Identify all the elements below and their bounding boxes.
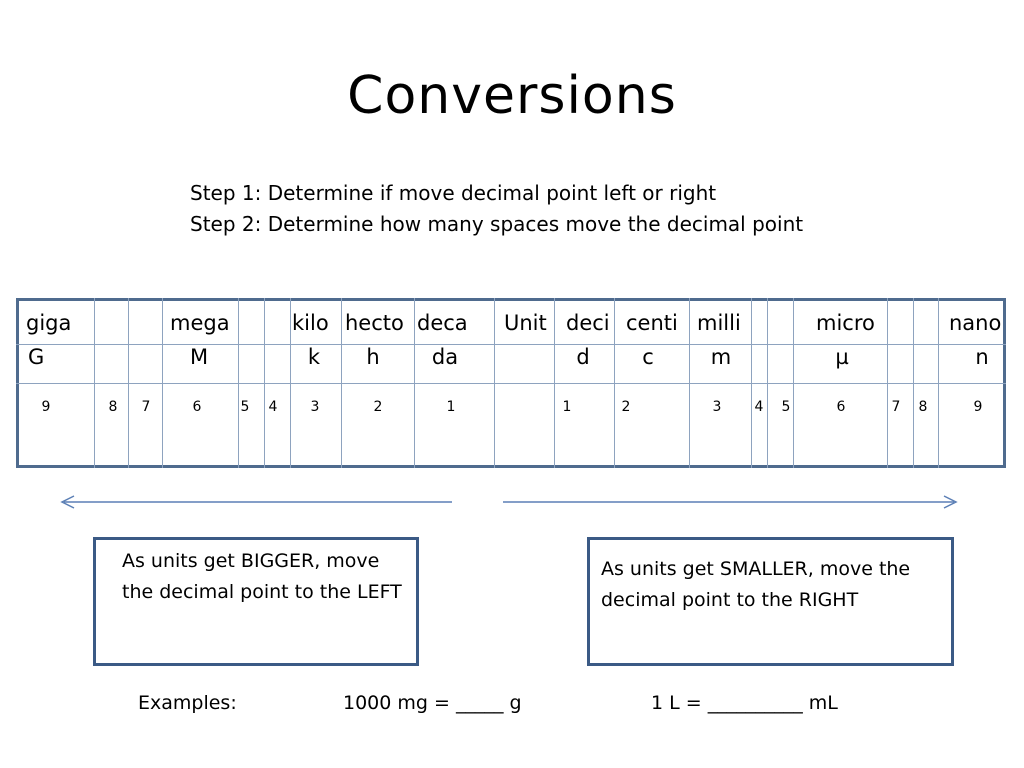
table-column-line xyxy=(793,298,794,468)
step-count: 2 xyxy=(373,399,383,415)
table-column-line xyxy=(767,298,768,468)
step-count: 6 xyxy=(192,399,202,415)
table-column-line xyxy=(128,298,129,468)
step-count: 2 xyxy=(621,399,631,415)
table-column-line xyxy=(494,298,495,468)
step-count: 9 xyxy=(41,399,51,415)
prefix-milli: milli xyxy=(697,311,741,335)
bigger-units-text: As units get BIGGER, move the decimal point to the LEFT xyxy=(122,550,402,603)
step-count: 7 xyxy=(141,399,151,415)
table-column-line xyxy=(689,298,690,468)
table-divider xyxy=(16,383,1006,384)
step-2: Step 2: Determine how many spaces move the decimal point xyxy=(190,212,804,236)
prefix-mega: mega xyxy=(170,311,230,335)
prefix-hecto: hecto xyxy=(345,311,404,335)
prefix-kilo: kilo xyxy=(292,311,329,335)
example-1: 1000 mg = _____ g xyxy=(343,692,522,714)
table-column-line xyxy=(751,298,752,468)
step-count: 1 xyxy=(446,399,456,415)
step-count: 5 xyxy=(240,399,250,415)
prefix-nano: nano xyxy=(949,311,1002,335)
symbol-giga: G xyxy=(28,345,45,369)
table-column-line xyxy=(887,298,888,468)
step-count: 4 xyxy=(268,399,278,415)
symbol-nano: n xyxy=(975,345,989,369)
table-column-line xyxy=(238,298,239,468)
step-1: Step 1: Determine if move decimal point left or right xyxy=(190,181,717,205)
prefix-deca: deca xyxy=(417,311,468,335)
table-column-line xyxy=(614,298,615,468)
prefix-giga: giga xyxy=(26,311,72,335)
symbol-micro: µ xyxy=(835,345,849,369)
prefix-micro: micro xyxy=(816,311,875,335)
prefix-unit: Unit xyxy=(504,311,547,335)
table-column-line xyxy=(94,298,95,468)
examples-label: Examples: xyxy=(138,692,237,714)
prefix-deci: deci xyxy=(566,311,610,335)
left-arrow-icon xyxy=(62,496,452,508)
bigger-units-box xyxy=(93,537,419,666)
table-divider xyxy=(16,344,1006,345)
smaller-units-box xyxy=(587,537,954,666)
prefix-centi: centi xyxy=(626,311,678,335)
symbol-kilo: k xyxy=(307,345,321,369)
table-column-line xyxy=(264,298,265,468)
table-column-line xyxy=(938,298,939,468)
table-column-line xyxy=(554,298,555,468)
symbol-hecto: h xyxy=(366,345,380,369)
step-count: 9 xyxy=(973,399,983,415)
steps-list xyxy=(190,178,803,240)
step-count: 4 xyxy=(754,399,764,415)
step-count: 6 xyxy=(836,399,846,415)
step-count: 8 xyxy=(108,399,118,415)
symbol-mega: M xyxy=(189,345,209,369)
symbol-milli: m xyxy=(710,345,732,369)
step-count: 3 xyxy=(712,399,722,415)
step-count: 7 xyxy=(891,399,901,415)
step-count: 5 xyxy=(781,399,791,415)
smaller-units-text: As units get SMALLER, move the decimal point to the RIGHT xyxy=(601,558,911,611)
symbol-deca: da xyxy=(431,345,459,369)
right-arrow-icon xyxy=(503,496,956,508)
direction-arrows xyxy=(0,488,1024,518)
table-column-line xyxy=(162,298,163,468)
step-count: 8 xyxy=(918,399,928,415)
step-count: 1 xyxy=(562,399,572,415)
step-count: 3 xyxy=(310,399,320,415)
symbol-centi: c xyxy=(642,345,654,369)
page-title: Conversions xyxy=(347,66,677,126)
table-column-line xyxy=(913,298,914,468)
example-2: 1 L = __________ mL xyxy=(651,692,838,714)
symbol-deci: d xyxy=(576,345,590,369)
table-column-line xyxy=(341,298,342,468)
table-column-line xyxy=(414,298,415,468)
table-column-line xyxy=(290,298,291,468)
